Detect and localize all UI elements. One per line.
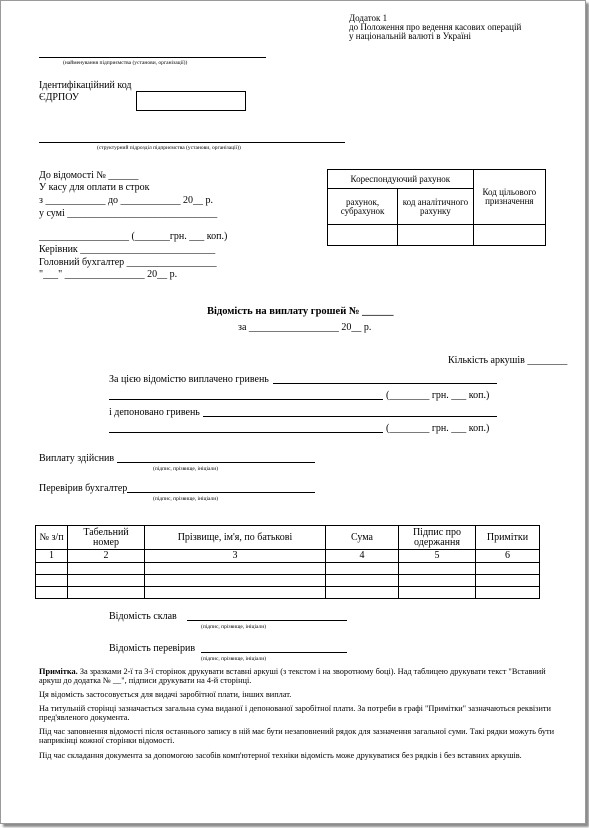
enterprise-name-line	[39, 57, 266, 58]
target-code-cell	[473, 225, 545, 246]
deposited-amount-line-2	[109, 432, 383, 433]
table-row	[36, 587, 540, 599]
account-subaccount-header: рахунок, субрахунок	[328, 189, 398, 225]
col-number-4: 4	[326, 550, 399, 563]
analytic-account-header: код аналітичного рахунку	[398, 189, 474, 225]
col-number-1: 1	[36, 550, 68, 563]
checked-by-label: Відомість перевірив	[109, 643, 196, 654]
col-number-5: 5	[399, 550, 476, 563]
deposited-amount-line	[203, 416, 497, 417]
correspondence-table	[327, 169, 546, 246]
table-row	[36, 563, 540, 575]
annex-line-3: у національній валюті в Україні	[349, 31, 471, 41]
amount-line-2: __________________ (_______грн. ___ коп.)	[39, 231, 228, 242]
header-number: № з/п	[36, 526, 68, 550]
header-full-name: Прізвище, ім'я, по батькові	[145, 526, 326, 550]
amount-line: у сумі ______________________________	[39, 208, 218, 219]
account-cell	[328, 225, 398, 246]
date-line: "___" ________________ 20__ р.	[39, 269, 178, 280]
compiled-by-caption: (підпис, прізвище, ініціали)	[201, 624, 267, 630]
payroll-table	[35, 525, 540, 599]
payroll-header-row	[36, 526, 540, 550]
checked-by-signature-line	[201, 652, 347, 653]
col-number-2: 2	[68, 550, 145, 563]
paid-uah-kop: (________ грн. ___ коп.)	[386, 390, 490, 401]
col-number-3: 3	[145, 550, 326, 563]
paid-by-signature-line	[117, 462, 315, 463]
paid-label: За цією відомістю виплачено гривень	[109, 374, 269, 385]
checked-accountant-caption: (підпис, прізвище, ініціали)	[153, 496, 219, 502]
target-code-header: Код цільового призначення	[473, 170, 545, 225]
header-tab-number: Табельний номер	[68, 526, 145, 550]
analytic-cell	[398, 225, 474, 246]
statement-title: Відомість на виплату грошей № ______	[207, 306, 394, 317]
division-caption: (структурний підрозділ підприємства (установи, організації))	[97, 145, 241, 151]
note-4: Під час заповнення відомості після останнього запису в ній має бути незаповнений рядок для зазначення загальної суми. Такі рядки можуть бути наприкінці кожної сторінки відомості.	[39, 727, 555, 745]
note-2: Ця відомість застосовується для видачі заробітної плати, інших виплат.	[39, 690, 292, 699]
paid-amount-line	[273, 383, 497, 384]
header-signature: Підпис про одержання	[399, 526, 476, 550]
note-3: На титульній сторінці зазначається загальна сума виданої і депонованої заробітної плати. За потреби в графі "Примітки" зазначаються реквізити пред'явленого документа.	[39, 704, 551, 722]
to-cashier: У касу для оплати в строк	[39, 182, 150, 193]
annex-line-1: Додаток 1	[349, 13, 388, 23]
deposited-uah-kop: (________ грн. ___ коп.)	[386, 423, 490, 434]
compiled-by-label: Відомість склав	[109, 611, 177, 622]
enterprise-caption: (найменування підприємства (установи, організації))	[63, 60, 188, 66]
note-5: Під час складання документа за допомогою засобів комп'ютерної техніки відомість може друкуватися без рядків і без вставних аркушів.	[39, 751, 522, 760]
compiled-by-signature-line	[187, 620, 347, 621]
to-statement: До відомості № ______	[39, 170, 139, 181]
id-code-label: Ідентифікаційний код	[39, 80, 132, 91]
header-sum: Сума	[326, 526, 399, 550]
note-1-text: За зразками 2-ї та 3-ї сторінок друкувати вставні аркуші (з текстом і на зворотному боці). Над таблицею друкувати текст "Вставний аркуш до додатка № __", підписи друкувати на 4-й сторінці.	[39, 667, 546, 685]
division-line	[39, 142, 345, 143]
paid-by-label: Виплату здійснив	[39, 453, 115, 464]
edrpou-label: ЄДРПОУ	[39, 92, 79, 103]
col-number-6: 6	[476, 550, 540, 563]
period-line: з ____________ до ____________ 20__ р.	[39, 195, 214, 206]
edrpou-input-box	[136, 91, 246, 111]
table-row	[36, 575, 540, 587]
header-remarks: Примітки	[476, 526, 540, 550]
checked-accountant-label: Перевірив бухгалтер	[39, 483, 128, 494]
annex-line-2: до Положення про ведення касових операцій	[349, 22, 522, 32]
note-1-bold: Примітка.	[39, 667, 78, 676]
statement-date: за __________________ 20__ р.	[238, 322, 372, 333]
checked-accountant-signature-line	[127, 492, 315, 493]
sheets-count: Кількість аркушів ________	[448, 355, 568, 366]
paid-amount-line-2	[109, 399, 383, 400]
checked-by-caption: (підпис, прізвище, ініціали)	[201, 656, 267, 662]
paid-by-caption: (підпис, прізвище, ініціали)	[153, 466, 219, 472]
table-number-row	[36, 550, 540, 563]
deposited-label: і депоновано гривень	[109, 407, 200, 418]
chief-accountant-line: Головний бухгалтер __________________	[39, 257, 217, 268]
note-1	[39, 667, 559, 685]
correspondence-title: Кореспондуючий рахунок	[328, 170, 474, 189]
manager-line: Керівник ___________________________	[39, 244, 216, 255]
